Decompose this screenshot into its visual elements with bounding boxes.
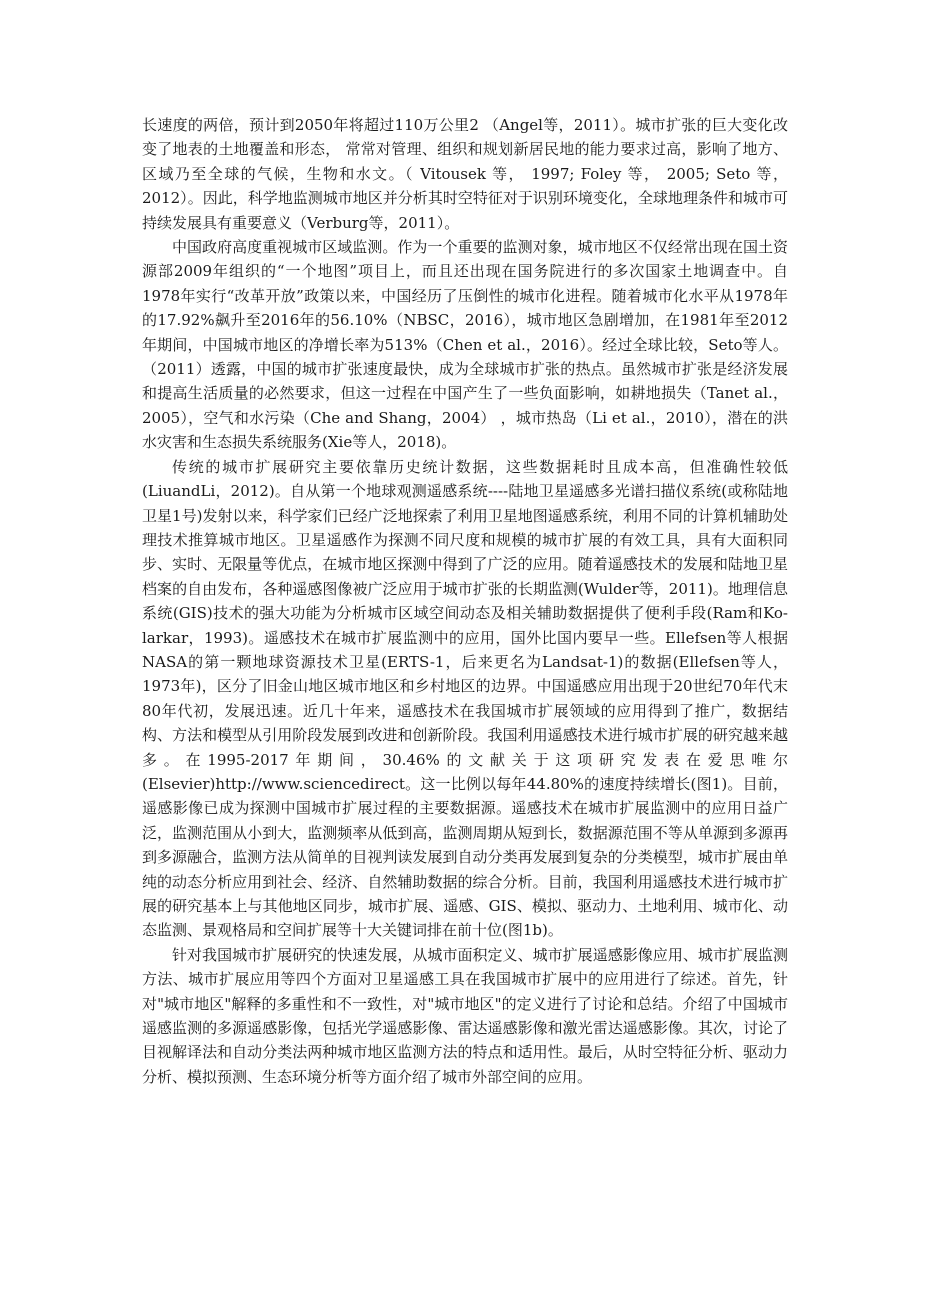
paragraph-continuation: 长速度的两倍，预计到2050年将超过110万公里2 （Angel等，2011）。城市扩张的巨大变化改变了地表的土地覆盖和形态， 常常对管理、组织和规划新居民地的能力要求过高，影响了地方、 区域乃至全球的气候，生物和水文。（ Vitousek 等， 1997; Foley 等， 2005; Seto 等， 2012）。因此，科学地监测城市地区并分析其时空特征对于识别环境变化，全球地理条件和城市可持续发展具有重要意义（Verburg等，2011）。 xyxy=(142,116,788,232)
document-body xyxy=(142,113,788,1089)
paragraph-review-outline: 针对我国城市扩展研究的快速发展，从城市面积定义、城市扩展遥感影像应用、城市扩展监测方法、城市扩展应用等四个方面对卫星遥感工具在我国城市扩展中的应用进行了综述。首先，针对"城市地区"解释的多重性和不一致性，对"城市地区"的定义进行了讨论和总结。介绍了中国城市遥感监测的多源遥感影像，包括光学遥感影像、雷达遥感影像和激光雷达遥感影像。其次，讨论了目视解译法和自动分类法两种城市地区监测方法的特点和适用性。最后，从时空特征分析、驱动力分析、模拟预测、生态环境分析等方面介绍了城市外部空间的应用。 xyxy=(142,945,788,1086)
paragraph-government-monitoring: 中国政府高度重视城市区域监测。作为一个重要的监测对象，城市地区不仅经常出现在国土资源部2009年组织的“一个地图”项目上，而且还出现在国务院进行的多次国家土地调查中。自1978年实行“改革开放”政策以来，中国经历了压倒性的城市化进程。随着城市化水平从1978年的17.92%飙升至2016年的56.10%（NBSC，2016），城市地区急剧增加，在1981年至2012年期间，中国城市地区的净增长率为513%（Chen et al.，2016）。经过全球比较，Seto等人。（2011）透露，中国的城市扩张速度最快，成为全球城市扩张的热点。虽然城市扩张是经济发展和提高生活质量的必然要求，但这一过程在中国产生了一些负面影响，如耕地损失（Tanet al.，2005），空气和水污染（Che and Shang，2004） ，城市热岛（Li et al.，2010），潜在的洪水灾害和生态损失系统服务(Xie等人，2018)。 xyxy=(142,238,788,452)
paragraph-remote-sensing-history: 传统的城市扩展研究主要依靠历史统计数据，这些数据耗时且成本高，但准确性较低(LiuandLi，2012)。自从第一个地球观测遥感系统----陆地卫星遥感多光谱扫描仪系统(或称陆地卫星1号)发射以来，科学家们已经广泛地探索了利用卫星地图遥感系统，利用不同的计算机辅助处理技术推算城市地区。卫星遥感作为探测不同尺度和规模的城市扩展的有效工具，具有大面积同步、实时、无限量等优点，在城市地区探测中得到了广泛的应用。随着遥感技术的发展和陆地卫星档案的自由发布，各种遥感图像被广泛应用于城市扩张的长期监测(Wulder等，2011)。地理信息系统(GIS)技术的强大功能为分析城市区域空间动态及相关辅助数据提供了便利手段(Ram和Ko-larkar，1993)。遥感技术在城市扩展监测中的应用，国外比国内要早一些。Ellefsen等人根据NASA的第一颗地球资源技术卫星(ERTS-1，后来更名为Landsat-1)的数据(Ellefsen等人，1973年)，区分了旧金山地区城市地区和乡村地区的边界。中国遥感应用出现于20世纪70年代末80年代初，发展迅速。近几十年来，遥感技术在我国城市扩展领域的应用得到了推广，数据结构、方法和模型从引用阶段发展到改进和创新阶段。我国利用遥感技术进行城市扩展的研究越来越多。在1995-2017年期间，30.46%的文献关于这项研究发表在爱思唯尔(Elsevier)http://www.sciencedirect。这一比例以每年44.80%的速度持续增长(图1)。目前，遥感影像已成为探测中国城市扩展过程的主要数据源。遥感技术在城市扩展监测中的应用日益广泛，监测范围从小到大，监测频率从低到高，监测周期从短到长，数据源范围不等从单源到多源再到多源融合，监测方法从简单的目视判读发展到自动分类再发展到复杂的分类模型，城市扩展由单纯的动态分析应用到社会、经济、自然辅助数据的综合分析。目前，我国利用遥感技术进行城市扩展的研究基本上与其他地区同步，城市扩展、遥感、GIS、模拟、驱动力、土地利用、城市化、动态监测、景观格局和空间扩展等十大关键词排在前十位(图1b)。 xyxy=(142,457,788,940)
